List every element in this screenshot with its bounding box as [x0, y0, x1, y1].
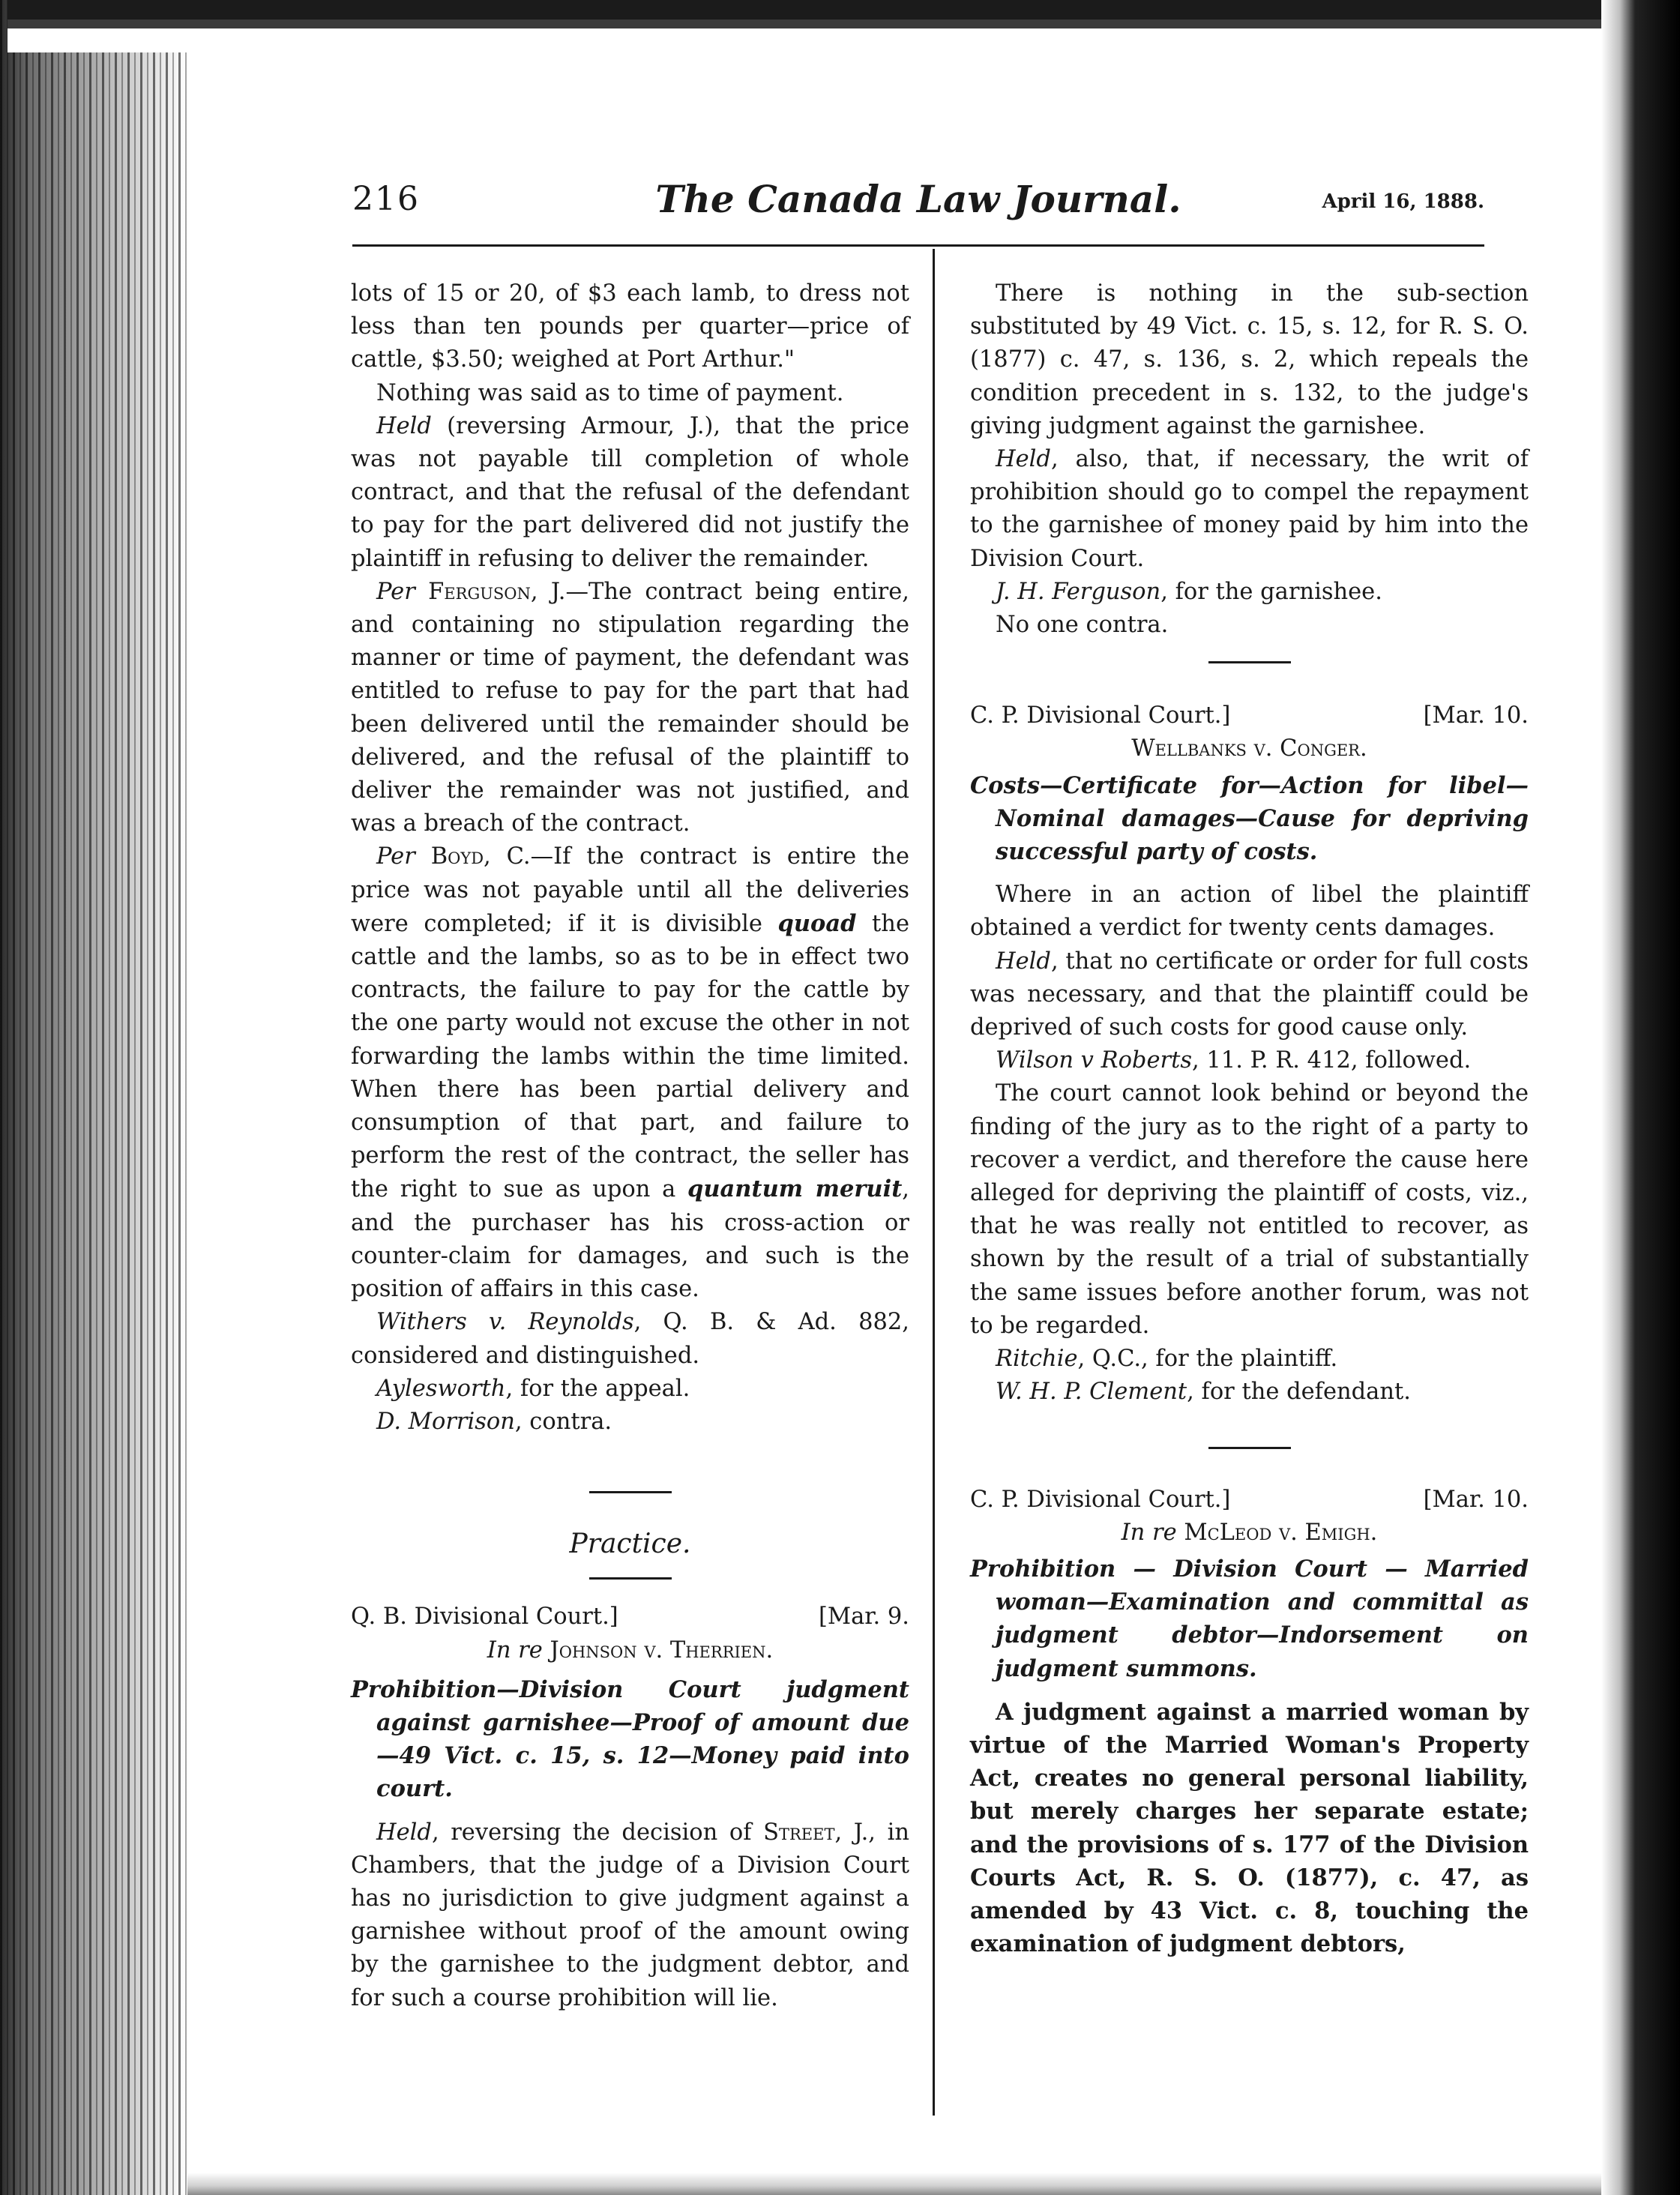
section-heading-practice: Practice. [569, 1529, 691, 1560]
held-paragraph: Held (reversing Armour, J.), that the price was not payable till completion of whole contract, and that the refusal of the defendant to pay for the part delivered did not justify the plaintiff in refusing to deliver the remainder. [351, 412, 909, 572]
court-date: [Mar. 9. [818, 1604, 909, 1631]
running-head [352, 177, 1484, 232]
paragraph: The court cannot look behind or beyond the finding of the jury as to the right of a party to recover a verdict, and therefore the cause here alleged for depriving the plaintiff of costs, viz., that he was really not entitled to recover, as shown by the result of a trial of substantially the same issues before another forum, was not to be regarded. [970, 1080, 1529, 1339]
paragraph: lots of 15 or 20, of $3 each lamb, to dress not less than ten pounds per quarter—price of cattle, $3.50; weighed at Port Arthur." [351, 280, 909, 373]
paragraph: Nothing was said as to time of payment. [376, 379, 844, 406]
header-rule [352, 244, 1484, 247]
scanned-right-edge [1601, 0, 1680, 2195]
paragraph: Where in an action of libel the plaintiff obtained a verdict for twenty cents damages. [970, 882, 1529, 942]
counsel-line: D. Morrison, contra. [376, 1408, 612, 1435]
citation-paragraph: Withers v. Reynolds, Q. B. & Ad. 882, considered and distinguished. [351, 1309, 909, 1369]
held-paragraph: Held, also, that, if necessary, the writ of prohibition should go to compel the repayment to the garnishee of money paid by him into the Division Court. [970, 446, 1529, 572]
court-date: [Mar. 10. [1423, 702, 1529, 729]
scanned-top-border [7, 0, 1680, 52]
court-line [970, 699, 1529, 732]
scanned-bottom-edge [187, 2173, 1601, 2195]
column-divider [933, 249, 935, 2116]
case-title: Wellbanks v. Conger. [1131, 735, 1367, 762]
paragraph: A judgment against a married woman by virtue of the Married Woman's Property Act, creates no general personal liability, but merely charges her separate estate; and the provisions of s. 177 of the Division Courts Act, R. S. O. (1877), c. 47, as amended by 43 Vict. c. 8, touching the examination of judgment debtors, [970, 1698, 1529, 1958]
held-paragraph: Held, reversing the decision of Street, J., in Chambers, that the judge of a Division Court has no jurisdiction to give judgment against a garnishee without proof of the amount owing by the garnishee to the judgment debtor, and for such a course prohibition will lie. [351, 1819, 909, 2011]
citation-paragraph: Wilson v Roberts, 11. P. R. 412, followed. [996, 1047, 1472, 1074]
scanned-spine-shadow [0, 0, 187, 2195]
court-line [351, 1601, 909, 1634]
case-title: In re McLeod v. Emigh. [1121, 1519, 1378, 1546]
counsel-line: No one contra. [996, 612, 1169, 639]
page-number: 216 [352, 180, 420, 218]
case-subject: Costs—Certificate for—Action for libel—Nominal damages—Cause for depriving successful party of costs. [970, 771, 1529, 866]
court-name: Q. B. Divisional Court.] [351, 1604, 618, 1631]
case-subject: Prohibition—Division Court judgment against garnishee—Proof of amount due—49 Vict. c. 15, s. 12—Money paid into court. [351, 1675, 909, 1803]
opinion-boyd: Per Boyd, C.—If the contract is entire the price was not payable until all the deliveries were completed; if it is divisible quoad the cattle and the lambs, so as to be in effect two contracts, the failure to pay for the cattle by the one party would not excuse the other in not forwarding the lambs within the time limited. When there has been partial delivery and consumption of that part, and failure to perform the rest of the contract, the seller has the right to sue as upon a quantum meruit, and the purchaser has his cross-action or counter-claim for damages, and such is the position of affairs in this case. [351, 843, 909, 1303]
paragraph: There is nothing in the sub-section substituted by 49 Vict. c. 15, s. 12, for R. S. O. (1877) c. 47, s. 136, s. 2, which repeals the condition precedent in s. 132, to the judge's giving judgment against the garnishee. [970, 280, 1529, 439]
counsel-line: Aylesworth, for the appeal. [376, 1375, 690, 1402]
counsel-line: Ritchie, Q.C., for the plaintiff. [996, 1346, 1338, 1373]
case-subject: Prohibition — Division Court — Married woman—Examination and committal as judgment debtor—Indorsement on judgment summons. [970, 1555, 1529, 1682]
court-name: C. P. Divisional Court.] [970, 1486, 1231, 1513]
opinion-ferguson: Per Ferguson, J.—The contract being entire, and containing no stipulation regarding the manner or time of payment, the defendant was entitled to refuse to pay for the part that had been delivered until the remainder should be delivered, and the refusal of the plaintiff to deliver the remainder was not justified, and was a breach of the contract. [351, 578, 909, 837]
right-column [970, 277, 1529, 1960]
case-title: In re Johnson v. Therrien. [487, 1637, 774, 1663]
held-paragraph: Held, that no certificate or order for full costs was necessary, and that the plaintiff could be deprived of such costs for good cause only. [970, 948, 1529, 1041]
journal-title: The Canada Law Journal. [655, 177, 1181, 221]
court-date: [Mar. 10. [1423, 1486, 1529, 1513]
court-line [970, 1484, 1529, 1517]
court-name: C. P. Divisional Court.] [970, 702, 1231, 729]
counsel-line: W. H. P. Clement, for the defendant. [996, 1379, 1411, 1406]
issue-date: April 16, 1888. [1322, 190, 1484, 213]
counsel-line: J. H. Ferguson, for the garnishee. [996, 578, 1382, 605]
left-column [351, 277, 909, 2015]
